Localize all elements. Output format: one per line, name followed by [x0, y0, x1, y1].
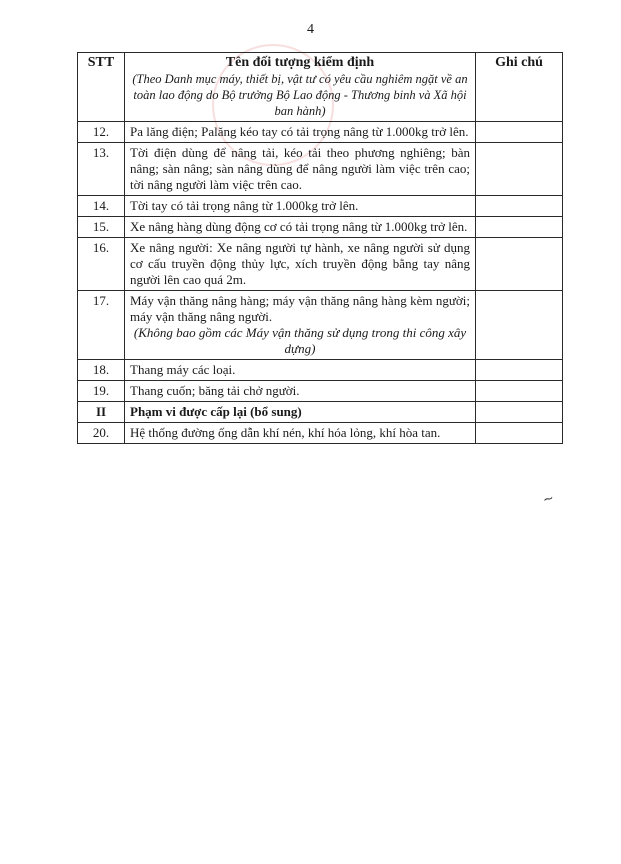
table-row	[78, 196, 563, 217]
row-stt: 12.	[78, 122, 125, 143]
table-row	[78, 122, 563, 143]
header-stt: STT	[78, 53, 125, 122]
header-subtitle: (Theo Danh mục máy, thiết bị, vật tư có yêu cầu nghiêm ngặt về an toàn lao động do Bộ trưởng Bộ Lao động - Thương binh và Xã hội ban hành)	[132, 72, 468, 118]
row-name: Thang cuốn; băng tải chở người.	[125, 381, 476, 402]
row-name: Tời tay có tải trọng nâng từ 1.000kg trở lên.	[125, 196, 476, 217]
row-name: Thang máy các loại.	[125, 360, 476, 381]
row-name: Pa lăng điện; Palăng kéo tay có tải trọng nâng từ 1.000kg trở lên.	[125, 122, 476, 143]
row-stt: 18.	[78, 360, 125, 381]
row-name-italic-note: (Không bao gồm các Máy vận thăng sử dụng trong thi công xây dựng)	[133, 325, 467, 356]
handwritten-initials: ~	[541, 490, 556, 509]
row-note	[476, 217, 563, 238]
table-row	[78, 423, 563, 444]
row-stt: 17.	[78, 291, 125, 360]
row-note	[476, 360, 563, 381]
row-stt: 15.	[78, 217, 125, 238]
row-note	[476, 291, 563, 360]
row-note	[476, 423, 563, 444]
table-row	[78, 143, 563, 196]
row-note	[476, 122, 563, 143]
row-name-text: Máy vận thăng nâng hàng; máy vận thăng nâng hàng kèm người; máy vận thăng nâng người.	[130, 293, 470, 324]
row-note	[476, 143, 563, 196]
row-name: Tời điện dùng để nâng tải, kéo tải theo phương nghiêng; bàn nâng; sàn nâng; sàn nâng dùng để nâng người làm việc trên cao; tời nâng người làm việc trên cao.	[125, 143, 476, 196]
inspection-table	[77, 52, 563, 444]
table-row	[78, 238, 563, 291]
row-note	[476, 381, 563, 402]
row-stt: 14.	[78, 196, 125, 217]
section-row	[78, 402, 563, 423]
header-note: Ghi chú	[476, 53, 563, 122]
row-stt: 19.	[78, 381, 125, 402]
row-name: Hệ thống đường ống dẫn khí nén, khí hóa lỏng, khí hòa tan.	[125, 423, 476, 444]
table-row	[78, 217, 563, 238]
table-row	[78, 381, 563, 402]
row-note	[476, 196, 563, 217]
row-stt: 16.	[78, 238, 125, 291]
page-number: 4	[307, 22, 314, 37]
row-note	[476, 238, 563, 291]
section-note	[476, 402, 563, 423]
row-stt: 13.	[78, 143, 125, 196]
row-stt: 20.	[78, 423, 125, 444]
table-header-row	[78, 53, 563, 122]
header-object-name	[125, 53, 476, 122]
table-row	[78, 291, 563, 360]
row-name: Xe nâng hàng dùng động cơ có tải trọng nâng từ 1.000kg trở lên.	[125, 217, 476, 238]
section-number: II	[78, 402, 125, 423]
header-title: Tên đối tượng kiểm định	[225, 55, 375, 70]
table-row	[78, 360, 563, 381]
row-name	[125, 291, 476, 360]
section-title: Phạm vi được cấp lại (bổ sung)	[125, 402, 476, 423]
row-name: Xe nâng người: Xe nâng người tự hành, xe nâng người sử dụng cơ cấu truyền động thủy lực, xích truyền động bằng tay nâng người lên cao quá 2m.	[125, 238, 476, 291]
